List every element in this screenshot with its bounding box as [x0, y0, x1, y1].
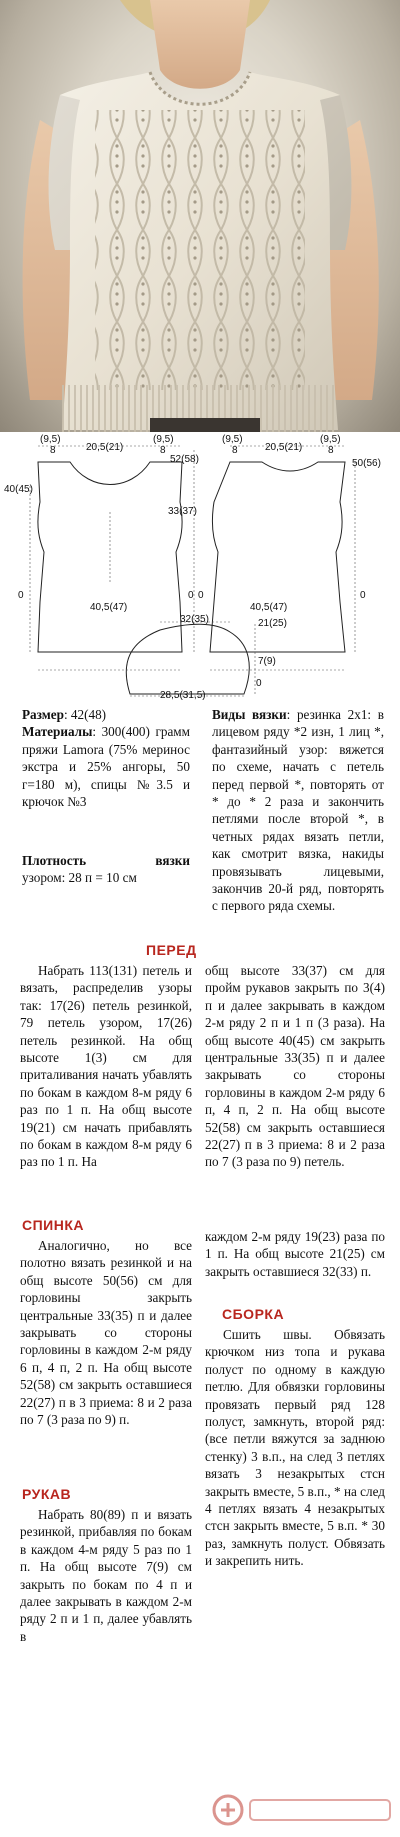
density-value: узором: 28 п = 10 см — [22, 870, 137, 886]
sleeve-width: 28,5(31,5) — [160, 690, 206, 701]
back-top-mid: 20,5(21) — [265, 442, 303, 453]
garment-photo — [0, 0, 400, 432]
sleeve-title: РУКАВ — [22, 1486, 72, 1502]
size-label: Размер — [22, 707, 64, 722]
sleeve-text-left — [20, 1506, 192, 1645]
front-side-height: 40(45) — [4, 484, 33, 495]
pattern-diagrams — [0, 432, 400, 704]
front-mid-height: 33(37) — [168, 506, 197, 517]
back-zero-left: 0 — [198, 590, 204, 601]
size-value: : 42(48) — [63, 707, 107, 722]
assembly-text — [205, 1326, 385, 1570]
watermark-logo — [210, 1790, 400, 1830]
assembly-title: СБОРКА — [222, 1306, 285, 1322]
sleeve-paragraph-right: каждом 2-м ряду 19(23) раза по 1 п. На общ высоте 21(25) см закрыть оставшиеся 32(33) п. — [205, 1229, 385, 1279]
density-label: Плотность — [22, 853, 87, 868]
back-paragraph: Аналогично, но все полотно вязать резинкой и на общ высоте 50(56) см для горловины закрыть центральные 33(35) п и далее закрывать со стороны горловины в каждом 2-м ряду 6 п, 4 п, 2 п. На общ высоте 52(58) см закрыть оставшиеся 22(27) п в 3 приема: 8 и 2 раза по 7 (3 раза по 9) п. — [20, 1238, 192, 1428]
front-top-right-a: (9,5) — [153, 434, 174, 445]
density-label-2: вязки — [155, 853, 190, 868]
size-materials-block — [22, 706, 190, 810]
sleeve-top: 32(35) — [180, 614, 209, 625]
front-text-right — [205, 962, 385, 1171]
back-text — [20, 1237, 192, 1428]
knitting-types-label: Виды вязки — [212, 707, 287, 722]
front-text-left — [20, 962, 192, 1171]
front-top-mid: 20,5(21) — [86, 442, 124, 453]
sleeve-text-right — [205, 1228, 385, 1280]
sleeve-cap-height: 21(25) — [258, 618, 287, 629]
back-title: СПИНКА — [22, 1217, 85, 1233]
front-top-right-b: 8 — [160, 445, 166, 456]
front-top-left-a: (9,5) — [40, 434, 61, 445]
materials-value: : 300(400) грамм пряжи Lamora (75% меринос экстра и 25% ангоры, 50 г=180 м), спицы №3.5 и крючок №3 — [22, 724, 190, 810]
assembly-paragraph: Сшить швы. Обвязать крючком низ топа и рукава полуст по одному в каждую петлю. Для обвязки горловины провязать первый ряд 128 полуст, замкнуть, второй ряд: (все петли вяжутся за заднюю стенку) 3 в.п., на след 3 петлях вязать 3 незакрытых стсн закрыть вместе, 5 в.п., * на след 4 петлях вязать 4 незакрытых стсн закрыть вместе, 5 в.п. * 30 раз, замкнуть полуст. Обвязать и закрепить нить. — [205, 1327, 385, 1569]
back-top-left-a: (9,5) — [222, 434, 243, 445]
front-zero-left: 0 — [18, 590, 24, 601]
density-block — [22, 852, 190, 887]
back-top-right-a: (9,5) — [320, 434, 341, 445]
materials-label: Материалы — [22, 724, 93, 740]
back-width: 40,5(47) — [250, 602, 288, 613]
knitting-types-value: : резинка 2х1: в лицевом ряду *2 изн, 1 лиц *, фантазийный узор: вяжется по схеме, начать с петель перед первой *, повторять от * до * 2 раза и закончить петлями после второй *, в четных рядах вязать петли, как смотрит вязка, накиды провязывать лицевыми, закончив 20-й ряд, повторять с первого ряда схемы. — [212, 707, 384, 914]
back-top-right-b: 8 — [328, 445, 334, 456]
front-width: 40,5(47) — [90, 602, 128, 613]
front-zero-right: 0 — [188, 590, 194, 601]
front-top-left-b: 8 — [50, 445, 56, 456]
front-paragraph-right: общ высоте 33(37) см для пройм рукавов закрыть по 3(4) п и далее закрывать в каждом 2-м ряду 2 п и 1 п (3 раза). На общ высоте 40(45) см закрыть центральные 33(35) п и далее закрывать со стороны горловины в каждом 2-м ряду 6 п, 4 п, 2 п. На общ высоте 52(58) см закрыть оставшиеся 22(27) п в 3 приема: 8 и 2 раза по 7 (3 раза по 9) петель. — [205, 963, 385, 1170]
back-side-height: 50(56) — [352, 458, 381, 469]
sleeve-zero: 0 — [256, 678, 262, 689]
front-title: ПЕРЕД — [146, 942, 197, 958]
knitting-types-block — [212, 706, 384, 915]
front-neck-height: 52(58) — [170, 454, 199, 465]
sleeve-paragraph-left: Набрать 80(89) п и вязать резинкой, прибавляя по бокам в каждом 4-м ряду 5 раз по 1 п. На общ высоте 7(9) см закрыть по бокам по 4 п и далее закрывать в каждом 2-м ряду 2 п и 1 п, далее убавлять в — [20, 1507, 192, 1644]
sleeve-low-height: 7(9) — [258, 656, 276, 667]
back-top-left-b: 8 — [232, 445, 238, 456]
front-paragraph-left: Набрать 113(131) петель и вязать, распределив узоры так: 17(26) петель резинкой, 79 петель узором, 17(26) петель резинкой. На общ высоте 1(3) см для приталивания начать убавлять по бокам в каждом 8-м ряду 6 раз по 1 п. На общ высоте 19(21) см начать прибавлять по бокам в каждом 8-м ряду 6 раз по 1 п. На — [20, 963, 192, 1170]
back-zero-right: 0 — [360, 590, 366, 601]
